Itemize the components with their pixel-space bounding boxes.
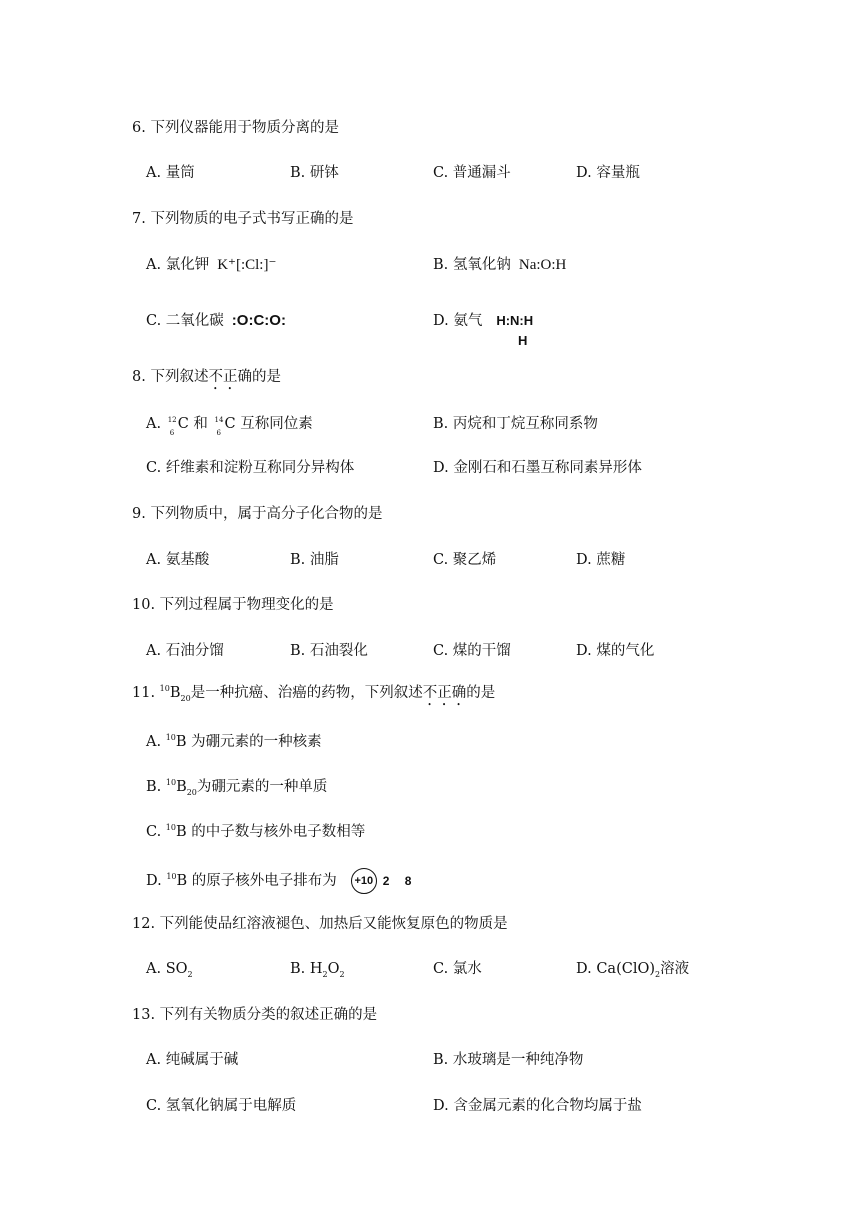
electron-formula-nh3: H:N:H: [496, 313, 534, 328]
mass-number: 10: [166, 872, 177, 882]
q12-a-text: A. SO: [146, 961, 188, 977]
q11-option-a: [146, 732, 322, 752]
q8-stem-post: 确的是: [237, 369, 281, 385]
electron-formula-kcl: K⁺[:Cl:]⁻: [217, 257, 277, 273]
subscript: 2: [322, 969, 328, 979]
question-9-stem: 9. 下列物质中，属于高分子化合物的是: [132, 506, 383, 522]
q7-option-b: [433, 255, 566, 275]
q11-number: 11.: [132, 685, 156, 701]
isotope-c14: [213, 414, 225, 437]
subscript: 2: [187, 969, 193, 979]
q7-option-a: [146, 255, 276, 275]
q11-a-text: B 为硼元素的一种核素: [175, 734, 322, 750]
mass-number: 10: [165, 823, 176, 833]
q7-option-b-label: B. 氢氧化钠: [433, 257, 511, 273]
question-11-stem: [132, 683, 495, 709]
q12-d-text: D. Ca(ClO): [576, 961, 655, 977]
q11-c-text: B 的中子数与核外电子数相等: [175, 824, 366, 840]
q13-option-a: A. 纯碱属于碱: [146, 1052, 239, 1068]
electron-shells: 2 8: [382, 874, 418, 888]
q7-option-c-label: C. 二氧化碳: [146, 313, 224, 329]
q13-option-d: D. 含金属元素的化合物均属于盐: [433, 1098, 642, 1114]
q13-option-b: B. 水玻璃是一种纯净物: [433, 1052, 584, 1068]
subscript: 2: [655, 969, 661, 979]
q13-option-c: C. 氢氧化钠属于电解质: [146, 1098, 297, 1114]
q11-b-label: B.: [146, 779, 162, 795]
q7-option-d: [433, 311, 533, 331]
q12-b-mid: O: [327, 961, 340, 977]
q11-a-label: A.: [146, 734, 162, 750]
question-6-stem: 6. 下列仪器能用于物质分离的是: [132, 120, 339, 136]
q11-option-b: [146, 777, 327, 797]
mass-number: 12: [167, 416, 177, 424]
q11-c-label: C.: [146, 824, 162, 840]
mass-number: 10: [165, 733, 176, 743]
q11-d-text: B 的原子核外电子排布为: [176, 873, 337, 889]
q10-option-d: D. 煤的气化: [576, 643, 655, 659]
q12-option-c: C. 氯水: [433, 961, 482, 977]
q9-option-d: D. 蔗糖: [576, 552, 626, 568]
b20-subscript: 20: [180, 693, 191, 703]
q8-option-a: [146, 414, 313, 437]
nucleus-circle: +10: [351, 868, 377, 894]
question-13-stem: 13. 下列有关物质分类的叙述正确的是: [132, 1007, 378, 1023]
q8-a-text-1: C 和: [177, 416, 208, 432]
q11-option-d: [146, 868, 417, 894]
q11-stem-post: 的是: [466, 685, 496, 701]
q10-option-a: A. 石油分馏: [146, 643, 224, 659]
b20-symbol: B: [169, 685, 181, 701]
q9-option-a: A. 氨基酸: [146, 552, 210, 568]
b20-mass-number: 10: [159, 684, 170, 694]
q8-option-b: B. 丙烷和丁烷互称同系物: [433, 416, 598, 432]
q6-option-b: B. 研钵: [290, 165, 339, 181]
electron-formula-naoh: Na:O:H: [518, 257, 567, 273]
q7-option-d-label: D. 氨气: [433, 313, 483, 329]
q12-b-text: B. H: [290, 961, 323, 977]
q12-d-post: 溶液: [660, 961, 690, 977]
mass-number: 14: [214, 416, 224, 424]
q7-option-a-label: A. 氯化钾: [146, 257, 210, 273]
q6-option-a: A. 量筒: [146, 165, 195, 181]
q9-option-b: B. 油脂: [290, 552, 339, 568]
subscript: 20: [186, 787, 197, 797]
q8-option-a-label: A.: [146, 416, 162, 432]
subscript: 2: [339, 969, 345, 979]
b-symbol: B: [176, 779, 187, 795]
q8-a-text-2: C 互称同位素: [224, 416, 313, 432]
q11-d-label: D.: [146, 873, 162, 889]
electron-formula-nh3-h: H: [518, 333, 528, 348]
q9-option-c: C. 聚乙烯: [433, 552, 497, 568]
question-10-stem: 10. 下列过程属于物理变化的是: [132, 597, 334, 613]
question-12-stem: 12. 下列能使品红溶液褪色、加热后又能恢复原色的物质是: [132, 916, 508, 932]
q11-b-text: 为硼元素的一种单质: [196, 779, 328, 795]
q10-option-b: B. 石油裂化: [290, 643, 368, 659]
q7-option-c: [146, 311, 286, 331]
q12-option-a: [146, 959, 193, 979]
q8-option-c: C. 纤维素和淀粉互称同分异构体: [146, 460, 355, 476]
question-7-stem: 7. 下列物质的电子式书写正确的是: [132, 211, 354, 227]
q8-stem-emphasis: 不正: [208, 369, 238, 385]
q11-option-c: [146, 822, 365, 842]
electron-formula-co2: :O:C:O:: [231, 312, 286, 329]
q11-stem-emphasis: 不正确: [422, 685, 467, 701]
q8-option-d: D. 金刚石和石墨互称同素异形体: [433, 460, 642, 476]
isotope-c12: [166, 414, 178, 437]
q6-option-c: C. 普通漏斗: [433, 165, 511, 181]
mass-number: 10: [165, 778, 177, 788]
q11-stem-mid: 是一种抗癌、治癌的药物，下列叙述: [190, 685, 423, 701]
q6-option-d: D. 容量瓶: [576, 165, 640, 181]
atomic-number: 6: [169, 429, 175, 437]
atomic-number: 6: [216, 429, 221, 437]
q8-stem-pre: 8. 下列叙述: [132, 369, 209, 385]
question-8-stem: [132, 367, 281, 393]
q10-option-c: C. 煤的干馏: [433, 643, 511, 659]
q12-option-d: [576, 959, 689, 979]
q12-option-b: [290, 959, 345, 979]
